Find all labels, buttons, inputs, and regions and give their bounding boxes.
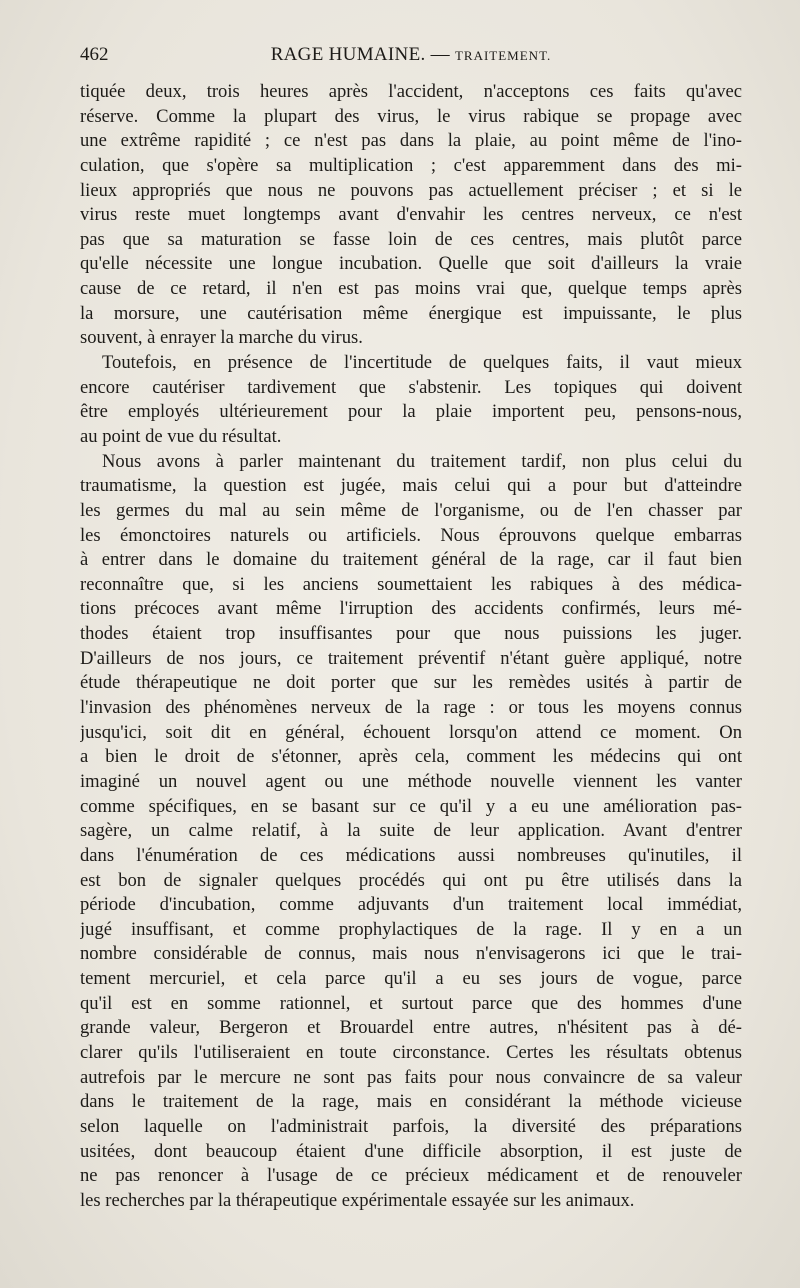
text-line: autrefois par le mercure ne sont pas faits pour nous convaincre de sa valeur — [80, 1066, 742, 1088]
text-line: reconnaître que, si les anciens soumettaient les rabiques à des médica- — [80, 573, 742, 595]
text-line: imaginé un nouvel agent ou une méthode nouvelle viennent les vanter — [80, 770, 742, 792]
text-line: tiquée deux, trois heures après l'accident, n'acceptons ces faits qu'avec — [80, 81, 742, 102]
text-line: comme spécifiques, en se basant sur ce qu'il y a eu une amélioration pas- — [80, 795, 742, 817]
running-head-subtitle: TRAITEMENT. — [454, 48, 552, 63]
text-line: grande valeur, Bergeron et Brouardel entre autres, n'hésitent pas à dé- — [80, 1017, 742, 1039]
text-line: à entrer dans le domaine du traitement général de la rage, car il faut bien — [80, 549, 742, 571]
text-line: usitées, dont beaucoup étaient d'une difficile absorption, il est juste de — [80, 1140, 742, 1162]
text-line: tions précoces avant même l'irruption des accidents confirmés, leurs mé- — [80, 598, 742, 620]
text-line: la morsure, une cautérisation même énergique est impuissante, le plus — [80, 302, 742, 324]
text-line: pas que sa maturation se fasse loin de ces centres, mais plutôt parce — [80, 228, 742, 250]
text-line: cause de ce retard, il n'en est pas moins vrai que, quelque temps après — [80, 278, 742, 300]
paragraph — [80, 351, 742, 450]
text-line: étude thérapeutique ne doit porter que sur les remèdes usités à partir de — [80, 672, 742, 694]
text-line: culation, que s'opère sa multiplication ; c'est apparemment dans des mi- — [80, 154, 742, 176]
text-line: thodes étaient trop insuffisantes pour que nous puissions les juger. — [80, 623, 742, 645]
text-line: être employés ultérieurement pour la plaie importent peu, pensons-nous, — [80, 401, 742, 423]
text-line: sagère, un calme relatif, à la suite de leur application. Avant d'entrer — [80, 820, 742, 842]
text-line: tement mercuriel, et cela parce qu'il a eu ses jours de vogue, parce — [80, 968, 742, 990]
text-line: Nous avons à parler maintenant du traitement tardif, non plus celui du — [102, 450, 742, 472]
text-line: dans l'énumération de ces médications aussi nombreuses qu'inutiles, il — [80, 844, 742, 866]
text-line: jusqu'ici, soit dit en général, échouent lorsqu'on attend ce moment. On — [80, 721, 742, 743]
text-line: traumatisme, la question est jugée, mais celui qui a pour but d'atteindre — [80, 475, 742, 497]
text-line: Toutefois, en présence de l'incertitude de quelques faits, il vaut mieux — [102, 352, 742, 374]
text-line: jugé insuffisant, et comme prophylactiques de la rage. Il y en a un — [80, 918, 742, 940]
page-number: 462 — [80, 44, 109, 65]
text-line: qu'il est en somme rationnel, et surtout parce que des hommes d'une — [80, 992, 742, 1014]
text-line: a bien le droit de s'étonner, après cela, comment les médecins qui ont — [80, 746, 742, 768]
text-line: les recherches par la thérapeutique expérimentale essayée sur les animaux. — [80, 1189, 635, 1211]
running-head — [80, 44, 742, 66]
text-line: les germes du mal au sein même de l'organisme, ou de l'en chasser par — [80, 499, 742, 521]
paragraph — [80, 450, 742, 1214]
page-header — [80, 44, 742, 72]
text-line: dans le traitement de la rage, mais en considérant la méthode vicieuse — [80, 1091, 742, 1113]
paragraph — [80, 80, 742, 351]
text-line: réserve. Comme la plupart des virus, le virus rabique se propage avec — [80, 105, 742, 127]
running-head-dash: — — [430, 44, 450, 65]
text-line: les émonctoires naturels ou artificiels. Nous éprouvons quelque embarras — [80, 524, 742, 546]
text-line: clarer qu'ils l'utiliseraient en toute circonstance. Certes les résultats obtenus — [80, 1041, 742, 1063]
text-line: au point de vue du résultat. — [80, 425, 282, 447]
text-line: virus reste muet longtemps avant d'envahir les centres nerveux, ce n'est — [80, 204, 742, 226]
text-line: selon laquelle on l'administrait parfois, la diversité des préparations — [80, 1115, 742, 1137]
text-line: période d'incubation, comme adjuvants d'un traitement local immédiat, — [80, 894, 742, 916]
running-head-title: RAGE HUMAINE. — [270, 44, 426, 65]
text-line: encore cautériser tardivement que s'abstenir. Les topiques qui doivent — [80, 376, 742, 398]
text-line: une extrême rapidité ; ce n'est pas dans la plaie, au point même de l'ino- — [80, 130, 742, 152]
text-line: nombre considérable de connus, mais nous n'envisagerons ici que le trai- — [80, 943, 742, 965]
text-line: qu'elle nécessite une longue incubation. Quelle que soit d'ailleurs la vraie — [80, 253, 742, 275]
text-line: l'invasion des phénomènes nerveux de la rage : or tous les moyens connus — [80, 697, 742, 719]
text-line: souvent, à enrayer la marche du virus. — [80, 327, 363, 349]
text-line: ne pas renoncer à l'usage de ce précieux médicament et de renouveler — [80, 1165, 742, 1187]
body-text — [80, 80, 742, 1213]
text-line: D'ailleurs de nos jours, ce traitement préventif n'étant guère appliqué, notre — [80, 647, 742, 669]
text-line: lieux appropriés que nous ne pouvons pas actuellement préciser ; et si le — [80, 179, 742, 201]
text-line: est bon de signaler quelques procédés qui ont pu être utilisés dans la — [80, 869, 742, 891]
